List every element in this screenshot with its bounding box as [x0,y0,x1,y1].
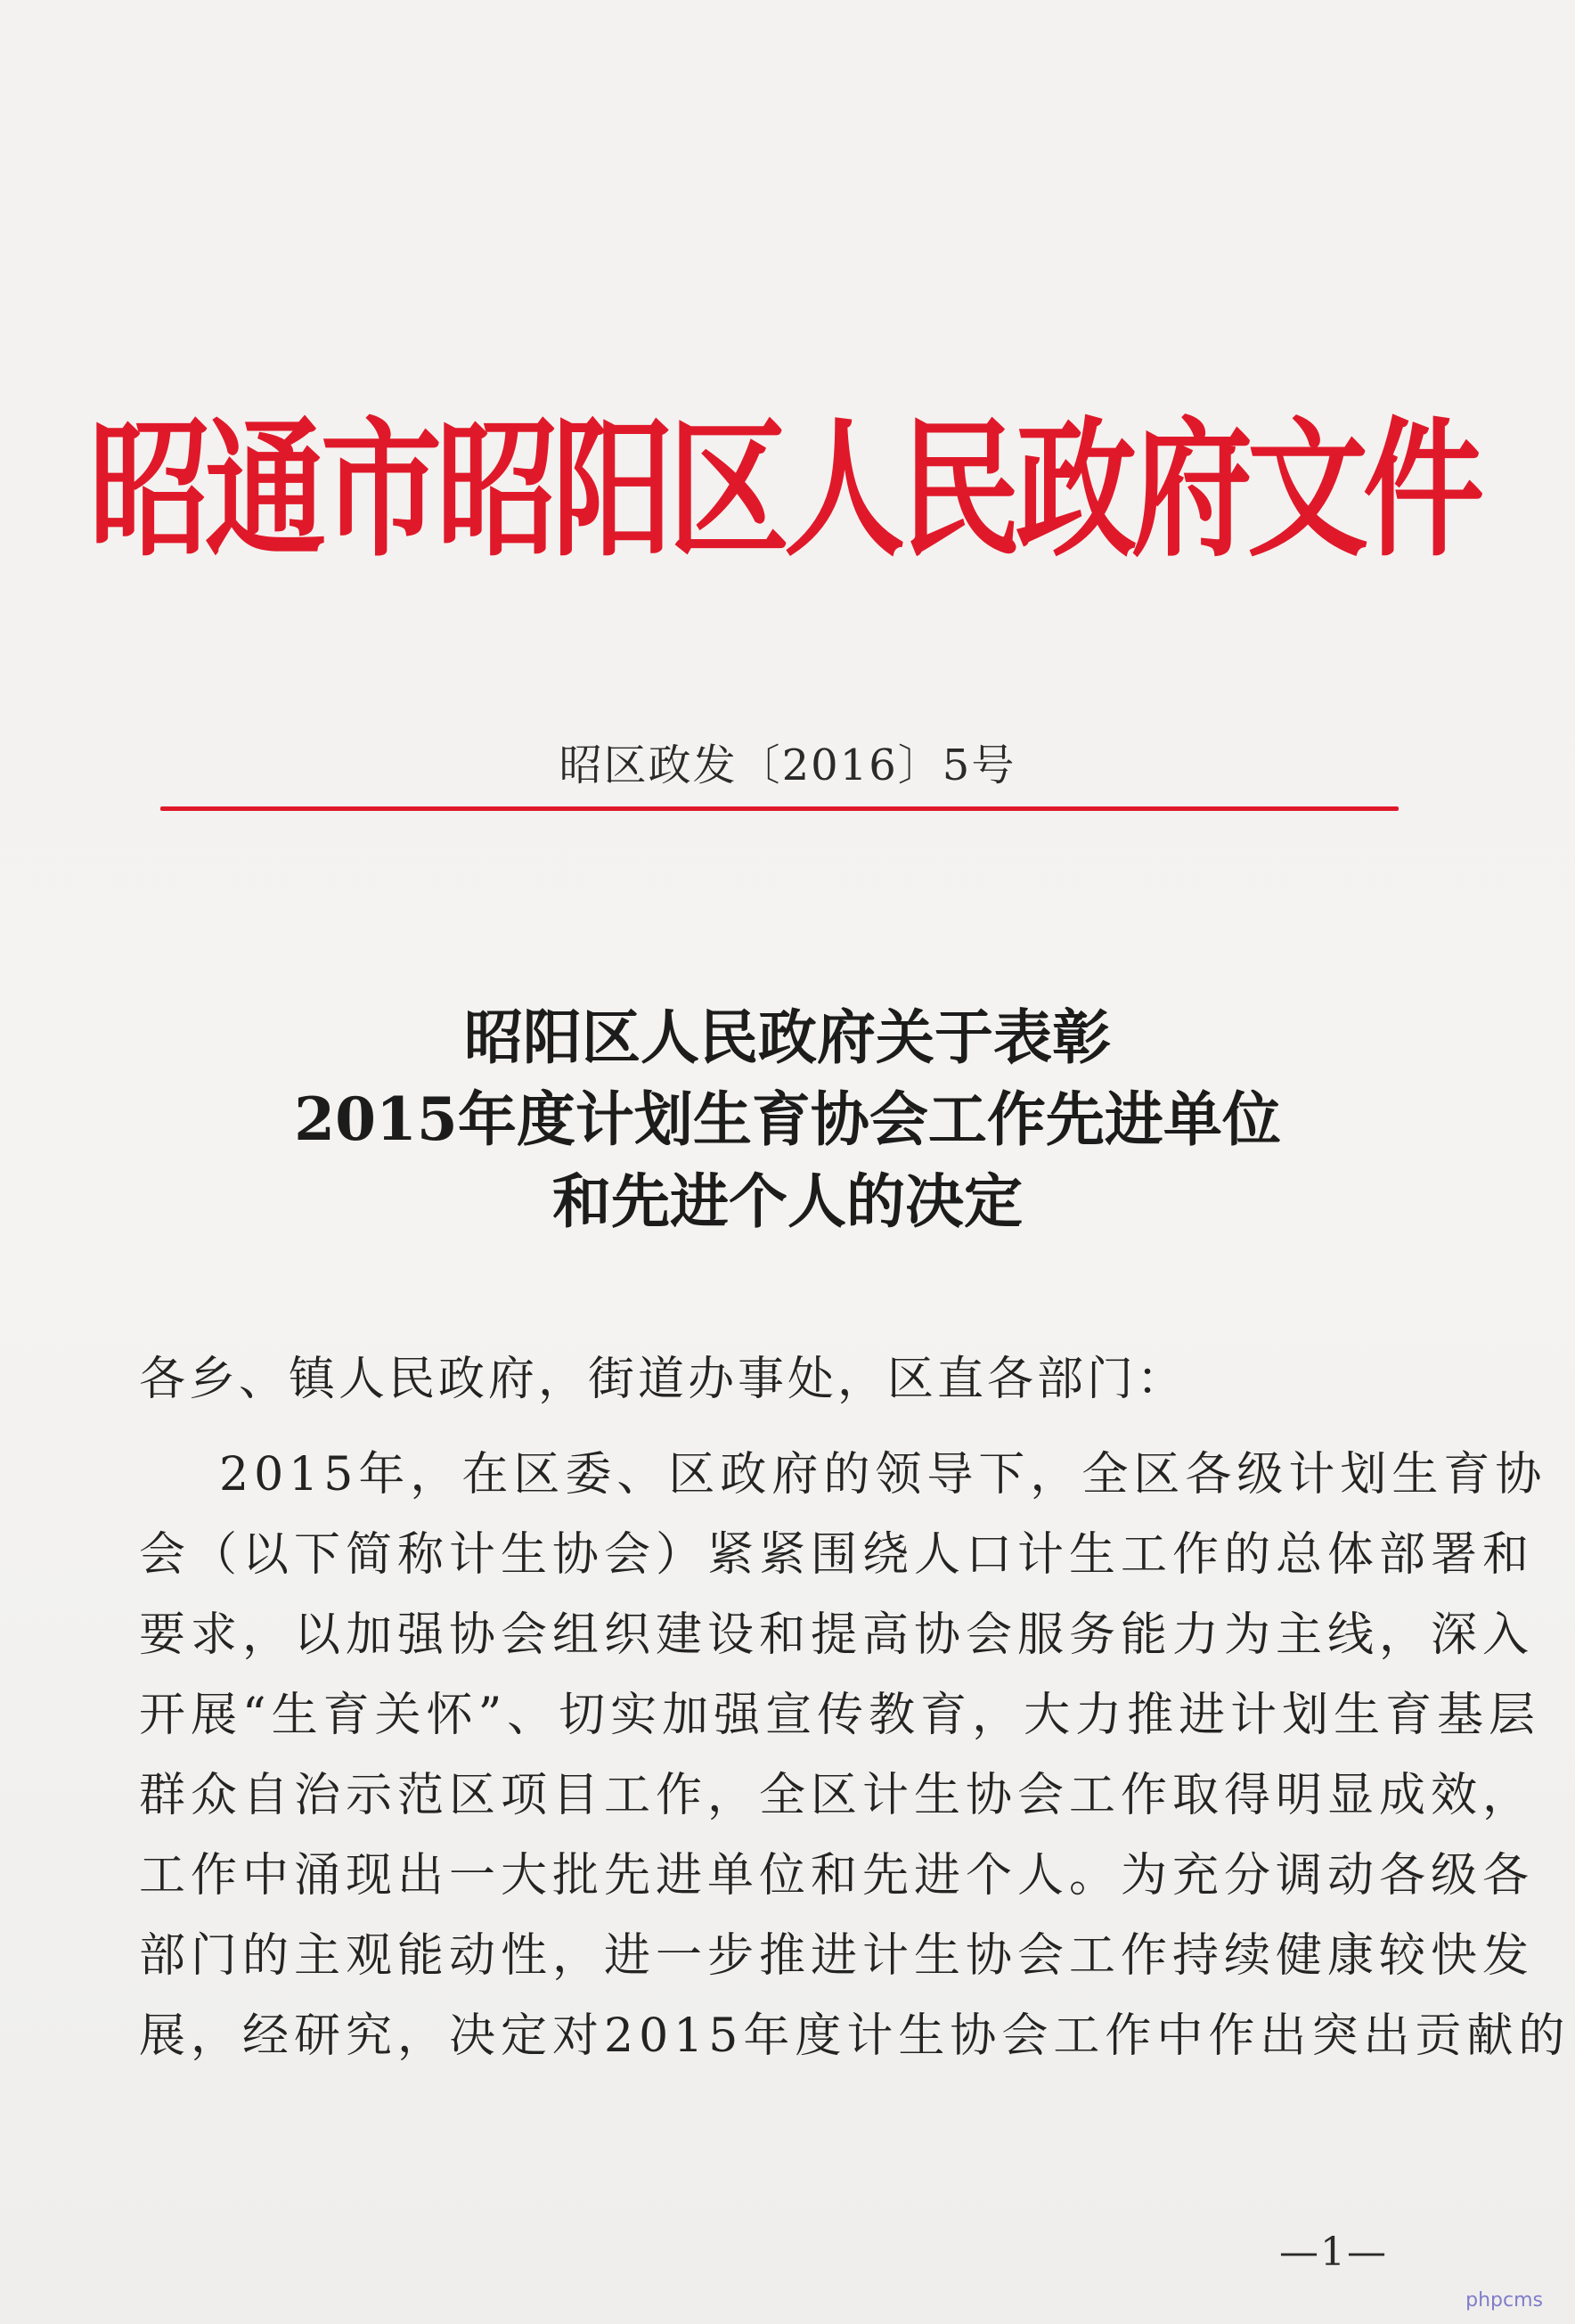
salutation: 各乡、镇人民政府，街道办事处，区直各部门： [139,1353,1187,1406]
body-line: 开展“生育关怀”、切实加强宣传教育，大力推进计划生育基层 [139,1689,1541,1742]
body-line: 2015年，在区委、区政府的领导下，全区各级计划生育协 [219,1448,1547,1502]
body-line: 工作中涌现出一大批先进单位和先进个人。为充分调动各级各 [139,1849,1535,1903]
title-line: 和先进个人的决定 [552,1166,1023,1236]
body-line: 要求，以加强协会组织建设和提高协会服务能力为主线，深入 [139,1608,1535,1662]
red-divider-line [160,806,1399,811]
document-number: 昭区政发〔2016〕5号 [559,741,1016,790]
body-line: 展，经研究，决定对2015年度计生协会工作中作出突出贡献的 [139,2009,1571,2063]
watermark-logo: phpcms [1465,2289,1543,2312]
body-paragraph [139,1435,1571,2076]
document-header-title: 昭通市昭阳区人民政府文件 [89,402,1479,578]
title-line: 昭阳区人民政府关于表彰 [464,1002,1111,1072]
decision-title [0,996,1575,1242]
page-number: —1— [1279,2230,1388,2275]
body-line: 会（以下简称计生协会）紧紧围绕人口计生工作的总体部署和 [139,1528,1535,1582]
body-line: 部门的主观能动性，进一步推进计生协会工作持续健康较快发 [139,1929,1535,1983]
title-line: 2015年度计划生育协会工作先进单位 [294,1084,1281,1154]
body-line: 群众自治示范区项目工作，全区计生协会工作取得明显成效， [139,1769,1535,1822]
